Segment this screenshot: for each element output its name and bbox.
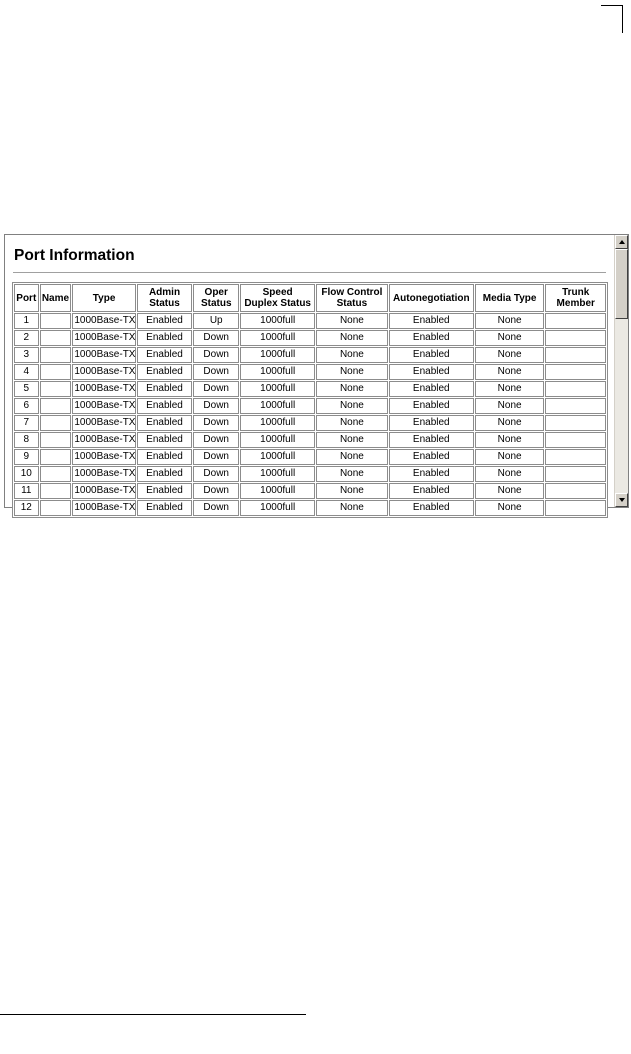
table-cell: Down [193, 432, 239, 448]
table-cell: Enabled [137, 483, 192, 499]
table-cell: 9 [14, 449, 39, 465]
table-cell: 1000full [240, 381, 315, 397]
table-cell [545, 381, 606, 397]
table-cell: Enabled [137, 466, 192, 482]
table-cell: Enabled [389, 483, 474, 499]
table-cell [545, 415, 606, 431]
column-header: Flow Control Status [316, 284, 388, 312]
scroll-thumb[interactable] [615, 249, 628, 319]
table-row [14, 398, 606, 414]
table-cell: Enabled [389, 313, 474, 329]
footnote-rule [0, 1014, 306, 1015]
table-cell: Enabled [137, 415, 192, 431]
table-cell: Enabled [389, 330, 474, 346]
table-cell: Enabled [389, 466, 474, 482]
table-cell: Enabled [389, 398, 474, 414]
table-cell: 5 [14, 381, 39, 397]
table-body [14, 313, 606, 516]
table-cell: Up [193, 313, 239, 329]
column-header: Oper Status [193, 284, 239, 312]
table-cell: None [475, 500, 545, 516]
table-cell: None [316, 330, 388, 346]
table-row [14, 381, 606, 397]
table-cell: 1000Base-TX [72, 347, 136, 363]
table-cell: Enabled [389, 364, 474, 380]
title-divider [13, 272, 606, 274]
table-cell [545, 398, 606, 414]
table-cell [40, 466, 72, 482]
table-cell: 1000full [240, 398, 315, 414]
table-row [14, 483, 606, 499]
table-cell [40, 500, 72, 516]
table-cell: Enabled [389, 347, 474, 363]
table-cell: 1000Base-TX [72, 313, 136, 329]
table-cell: 1000full [240, 500, 315, 516]
table-cell [545, 483, 606, 499]
column-header: Admin Status [137, 284, 192, 312]
table-cell: 1000full [240, 364, 315, 380]
table-cell: 1000Base-TX [72, 415, 136, 431]
table-cell: 10 [14, 466, 39, 482]
table-cell: Enabled [389, 449, 474, 465]
table-cell: 1000full [240, 449, 315, 465]
table-row [14, 432, 606, 448]
table-cell: None [316, 483, 388, 499]
table-cell: 1000Base-TX [72, 449, 136, 465]
table-cell: None [316, 415, 388, 431]
table-row [14, 466, 606, 482]
page-title: Port Information [14, 247, 135, 264]
scroll-down-button[interactable] [615, 493, 628, 507]
table-cell: 1000full [240, 347, 315, 363]
table-cell: 1 [14, 313, 39, 329]
table-cell: 11 [14, 483, 39, 499]
table-cell: None [475, 330, 545, 346]
table-cell [40, 330, 72, 346]
table-cell: Down [193, 381, 239, 397]
table-cell: Enabled [137, 330, 192, 346]
table-cell: 6 [14, 398, 39, 414]
table-cell [545, 432, 606, 448]
table-cell: 1000Base-TX [72, 381, 136, 397]
table-cell [545, 313, 606, 329]
table-cell: 1000Base-TX [72, 500, 136, 516]
table-cell: Enabled [389, 381, 474, 397]
table-cell: Enabled [137, 449, 192, 465]
table-cell: None [475, 483, 545, 499]
table-cell: Down [193, 347, 239, 363]
table-cell: Enabled [137, 313, 192, 329]
arrow-down-icon [619, 498, 625, 502]
page-corner-mark [601, 5, 623, 33]
column-header: Autonegotiation [389, 284, 474, 312]
table-cell: None [316, 347, 388, 363]
table-cell: Down [193, 483, 239, 499]
table-cell: Down [193, 466, 239, 482]
table-cell: Down [193, 449, 239, 465]
table-cell: 1000full [240, 466, 315, 482]
column-header: Type [72, 284, 136, 312]
table-cell: 4 [14, 364, 39, 380]
table-cell: Enabled [137, 347, 192, 363]
scroll-up-button[interactable] [615, 235, 628, 249]
table-row [14, 449, 606, 465]
table-cell: None [316, 381, 388, 397]
table-cell: None [475, 364, 545, 380]
table-row [14, 313, 606, 329]
table-cell: 1000Base-TX [72, 330, 136, 346]
table-cell: None [316, 364, 388, 380]
table-cell: Down [193, 398, 239, 414]
table-cell [545, 500, 606, 516]
table-cell: Enabled [389, 432, 474, 448]
port-information-table [12, 282, 608, 518]
table-cell: 1000full [240, 415, 315, 431]
table-cell [545, 347, 606, 363]
table-cell: 1000Base-TX [72, 432, 136, 448]
table-cell: None [475, 415, 545, 431]
column-header: Name [40, 284, 72, 312]
arrow-up-icon [619, 240, 625, 244]
table-cell: 1000full [240, 432, 315, 448]
table-cell [40, 398, 72, 414]
table-cell: 1000full [240, 313, 315, 329]
table-cell: Down [193, 500, 239, 516]
table-cell [40, 449, 72, 465]
table-cell: 7 [14, 415, 39, 431]
table-header-row [14, 284, 606, 312]
table-row [14, 330, 606, 346]
vertical-scrollbar[interactable] [614, 235, 628, 507]
table-cell [545, 449, 606, 465]
table-cell [40, 415, 72, 431]
table-row [14, 500, 606, 516]
table-cell: Enabled [137, 500, 192, 516]
table-cell [40, 364, 72, 380]
table-row [14, 347, 606, 363]
table-cell: 1000full [240, 330, 315, 346]
table-cell: Enabled [137, 381, 192, 397]
table-cell: None [316, 466, 388, 482]
table-cell: None [475, 381, 545, 397]
table-cell [40, 313, 72, 329]
table-cell: 2 [14, 330, 39, 346]
table-cell: 1000full [240, 483, 315, 499]
table-cell [40, 432, 72, 448]
table-cell: None [475, 466, 545, 482]
port-information-window [4, 234, 629, 513]
table-cell: 1000Base-TX [72, 483, 136, 499]
table-cell: None [316, 449, 388, 465]
table-cell: None [316, 398, 388, 414]
table-cell: 1000Base-TX [72, 398, 136, 414]
table-cell: Down [193, 415, 239, 431]
table-cell: 1000Base-TX [72, 466, 136, 482]
table-cell: Enabled [137, 364, 192, 380]
window-content [5, 235, 614, 513]
table-cell: Down [193, 330, 239, 346]
table-cell: 3 [14, 347, 39, 363]
table-cell [545, 364, 606, 380]
table-cell: None [475, 449, 545, 465]
table-cell: None [316, 432, 388, 448]
table-cell [40, 347, 72, 363]
column-header: Speed Duplex Status [240, 284, 315, 312]
table-cell: None [475, 347, 545, 363]
column-header: Media Type [475, 284, 545, 312]
table-cell: 12 [14, 500, 39, 516]
table-cell [545, 466, 606, 482]
table-cell: 1000Base-TX [72, 364, 136, 380]
table-cell: Enabled [389, 500, 474, 516]
table-cell: None [475, 313, 545, 329]
table-cell: None [475, 432, 545, 448]
table-cell: Enabled [137, 432, 192, 448]
table-cell: None [316, 500, 388, 516]
table-cell: None [475, 398, 545, 414]
column-header: Trunk Member [545, 284, 606, 312]
column-header: Port [14, 284, 39, 312]
table-cell [545, 330, 606, 346]
table-row [14, 415, 606, 431]
table-row [14, 364, 606, 380]
table-cell [40, 381, 72, 397]
table-cell: Down [193, 364, 239, 380]
table-cell: 8 [14, 432, 39, 448]
table-cell: Enabled [389, 415, 474, 431]
table-cell [40, 483, 72, 499]
table-cell: None [316, 313, 388, 329]
table-cell: Enabled [137, 398, 192, 414]
